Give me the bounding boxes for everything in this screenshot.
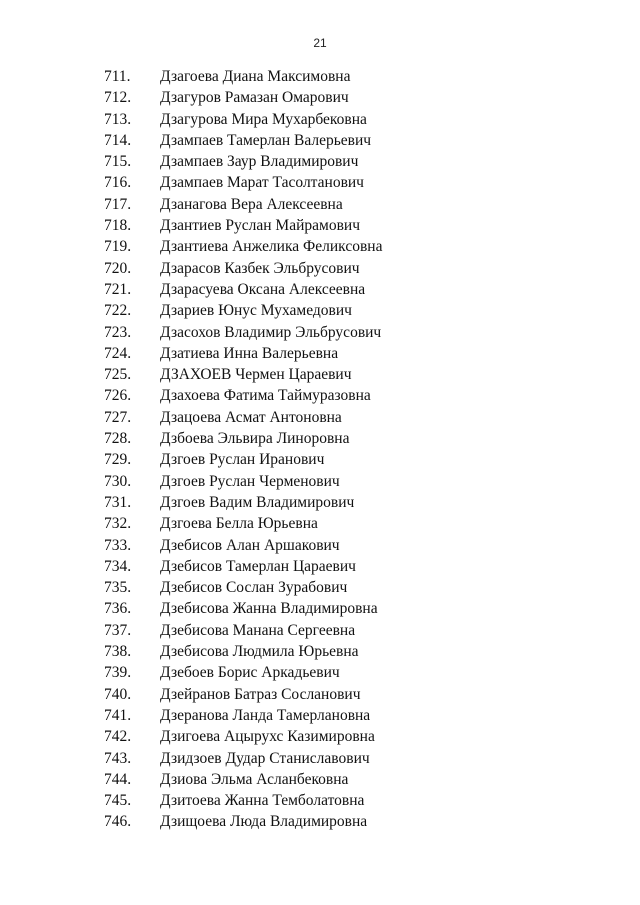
list-item bbox=[0, 790, 640, 811]
entry-number: 746. bbox=[104, 813, 132, 831]
entry-number: 717. bbox=[104, 195, 132, 213]
entry-name: Дзампаев Марат Тасолтанович bbox=[160, 174, 364, 192]
list-item bbox=[0, 662, 640, 683]
list-item bbox=[0, 300, 640, 321]
entry-name: Дзидзоев Дудар Станиславович bbox=[160, 749, 370, 767]
list-item bbox=[0, 684, 640, 705]
entry-name: Дзгоева Белла Юрьевна bbox=[160, 515, 318, 533]
entry-number: 711. bbox=[104, 68, 131, 85]
list-item bbox=[0, 577, 640, 598]
list-item bbox=[0, 407, 640, 428]
list-item bbox=[0, 130, 640, 151]
list-item bbox=[0, 641, 640, 662]
entry-name: Дзанагова Вера Алексеевна bbox=[160, 195, 343, 213]
entry-name: Дзебисов Алан Аршакович bbox=[160, 536, 340, 554]
entry-number: 719. bbox=[104, 238, 132, 256]
entry-number: 735. bbox=[104, 579, 132, 597]
list-item bbox=[0, 748, 640, 769]
entry-number: 745. bbox=[104, 792, 132, 810]
entry-number: 716. bbox=[104, 174, 132, 192]
list-item bbox=[0, 343, 640, 364]
entry-name: Дзгоев Руслан Иранович bbox=[160, 451, 325, 469]
entry-name: Дзебисова Жанна Владимировна bbox=[160, 600, 378, 618]
entry-name: Дзариев Юнус Мухамедович bbox=[160, 302, 352, 320]
list-item bbox=[0, 726, 640, 747]
page-number: 21 bbox=[313, 36, 327, 50]
entry-number: 715. bbox=[104, 153, 132, 171]
entry-number: 722. bbox=[104, 302, 132, 320]
list-item bbox=[0, 769, 640, 790]
list-item bbox=[0, 364, 640, 385]
list-item bbox=[0, 385, 640, 406]
list-item bbox=[0, 215, 640, 236]
list-item bbox=[0, 620, 640, 641]
list-item bbox=[0, 66, 640, 87]
entry-name: Дзгоев Руслан Черменович bbox=[160, 472, 340, 490]
entry-number: 744. bbox=[104, 770, 132, 788]
entry-name: Дзампаев Тамерлан Валерьевич bbox=[160, 131, 372, 149]
list-item bbox=[0, 492, 640, 513]
entry-name: Дзеранова Ланда Тамерлановна bbox=[160, 706, 371, 724]
list-item bbox=[0, 449, 640, 470]
entry-name: Дзищоева Люда Владимировна bbox=[160, 813, 368, 831]
entry-number: 739. bbox=[104, 664, 132, 682]
list-item bbox=[0, 471, 640, 492]
list-item bbox=[0, 87, 640, 108]
entry-number: 725. bbox=[104, 366, 132, 384]
entry-name: Дзебисов Тамерлан Цараевич bbox=[160, 557, 356, 575]
entry-number: 724. bbox=[104, 344, 132, 362]
list-item bbox=[0, 428, 640, 449]
list-item bbox=[0, 811, 640, 832]
entry-name: Дзебоев Борис Аркадьевич bbox=[160, 664, 340, 682]
entry-name: ДЗАХОЕВ Чермен Цараевич bbox=[160, 366, 352, 384]
entry-name: Дзацоева Асмат Антоновна bbox=[160, 408, 342, 426]
entry-number: 737. bbox=[104, 621, 132, 639]
entry-name: Дзарасуева Оксана Алексеевна bbox=[160, 280, 366, 298]
entry-number: 727. bbox=[104, 408, 132, 426]
entry-number: 741. bbox=[104, 706, 132, 724]
list-item bbox=[0, 705, 640, 726]
entry-number: 726. bbox=[104, 387, 132, 405]
entry-name: Дзантиева Анжелика Феликсовна bbox=[160, 238, 383, 256]
entry-name: Дзарасов Казбек Эльбрусович bbox=[160, 259, 360, 277]
entry-name: Дзахоева Фатима Таймуразовна bbox=[160, 387, 371, 405]
entry-number: 723. bbox=[104, 323, 132, 341]
entry-name: Дзебисов Сослан Зурабович bbox=[160, 579, 348, 597]
entry-number: 742. bbox=[104, 728, 132, 746]
entry-name: Дзебисова Манана Сергеевна bbox=[160, 621, 356, 639]
list-item bbox=[0, 598, 640, 619]
entry-number: 731. bbox=[104, 493, 132, 511]
entry-name: Дзебисова Людмила Юрьевна bbox=[160, 643, 359, 661]
list-item bbox=[0, 279, 640, 300]
entry-name: Дзиова Эльма Асланбековна bbox=[160, 770, 349, 788]
entry-number: 718. bbox=[104, 217, 132, 235]
list-item bbox=[0, 513, 640, 534]
entry-name: Дзитоева Жанна Темболатовна bbox=[160, 792, 365, 810]
list-item bbox=[0, 556, 640, 577]
entry-number: 738. bbox=[104, 643, 132, 661]
entry-name: Дзантиев Руслан Майрамович bbox=[160, 217, 360, 235]
list-item bbox=[0, 109, 640, 130]
entry-number: 713. bbox=[104, 110, 132, 128]
entry-name: Дзатиева Инна Валерьевна bbox=[160, 344, 339, 362]
list-item bbox=[0, 172, 640, 193]
entry-name: Дзагоева Диана Максимовна bbox=[160, 68, 351, 85]
entry-name: Дзасохов Владимир Эльбрусович bbox=[160, 323, 382, 341]
name-list bbox=[0, 66, 640, 833]
list-item bbox=[0, 258, 640, 279]
list-item bbox=[0, 194, 640, 215]
entry-number: 743. bbox=[104, 749, 132, 767]
entry-number: 728. bbox=[104, 430, 132, 448]
entry-name: Дзейранов Батраз Сосланович bbox=[160, 685, 361, 703]
entry-number: 714. bbox=[104, 131, 132, 149]
list-item bbox=[0, 535, 640, 556]
list-item bbox=[0, 322, 640, 343]
list-item bbox=[0, 236, 640, 257]
list-item bbox=[0, 151, 640, 172]
entry-name: Дзгоев Вадим Владимирович bbox=[160, 493, 355, 511]
entry-number: 733. bbox=[104, 536, 132, 554]
entry-number: 721. bbox=[104, 280, 132, 298]
entry-name: Дзампаев Заур Владимирович bbox=[160, 153, 359, 171]
entry-number: 729. bbox=[104, 451, 132, 469]
entry-name: Дзагурова Мира Мухарбековна bbox=[160, 110, 367, 128]
entry-number: 712. bbox=[104, 89, 132, 107]
entry-name: Дзбоева Эльвира Линоровна bbox=[160, 430, 350, 448]
entry-number: 720. bbox=[104, 259, 132, 277]
entry-number: 730. bbox=[104, 472, 132, 490]
entry-name: Дзигоева Ацырухс Казимировна bbox=[160, 728, 375, 746]
entry-number: 732. bbox=[104, 515, 132, 533]
entry-name: Дзагуров Рамазан Омарович bbox=[160, 89, 349, 107]
entry-number: 740. bbox=[104, 685, 132, 703]
entry-number: 734. bbox=[104, 557, 132, 575]
entry-number: 736. bbox=[104, 600, 132, 618]
